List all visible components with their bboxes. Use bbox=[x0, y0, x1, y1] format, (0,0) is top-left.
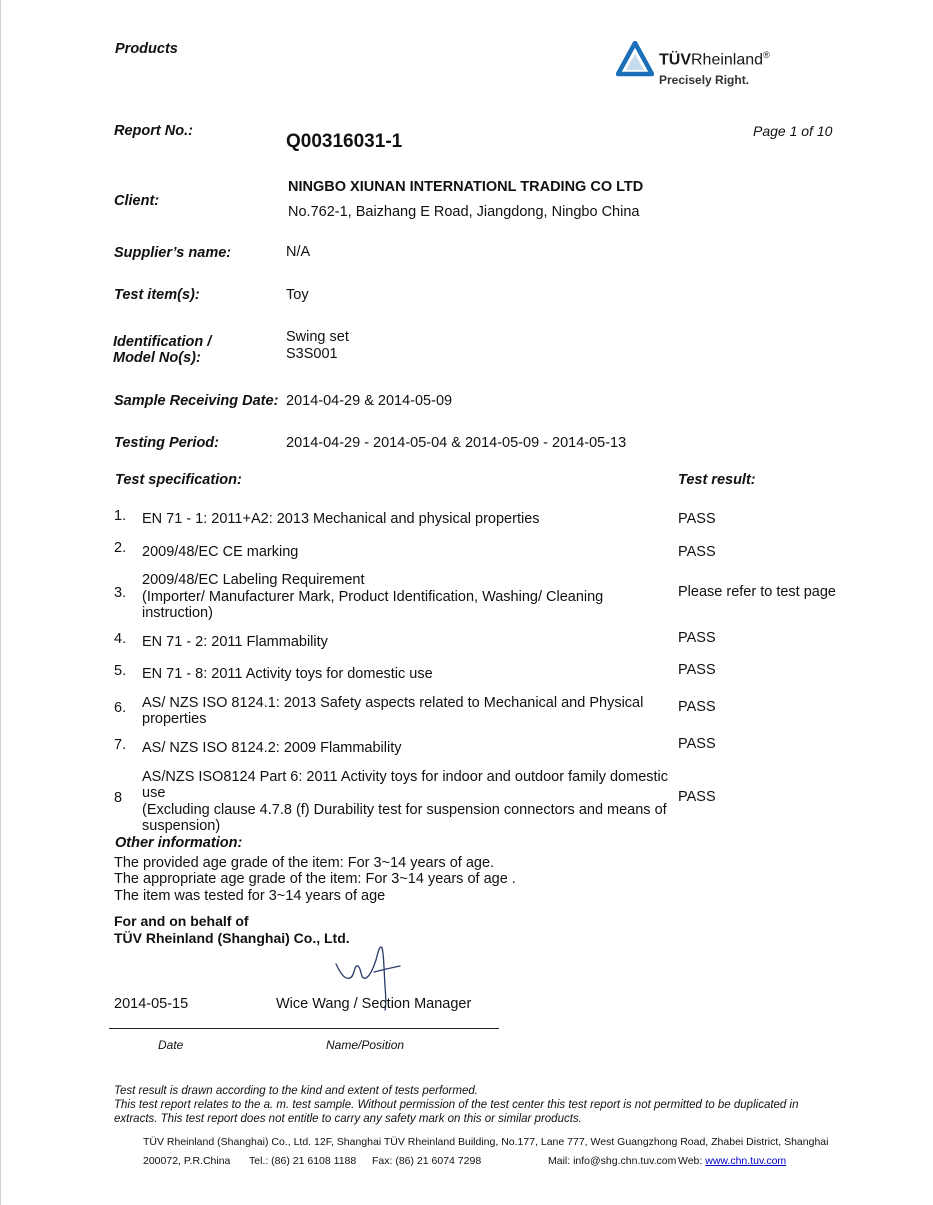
supplier-value: N/A bbox=[286, 244, 311, 260]
other-info-line: The appropriate age grade of the item: For 3~14 years of age . bbox=[114, 871, 516, 887]
spec-row-result: PASS bbox=[678, 544, 716, 560]
spec-row-num: 8 bbox=[114, 790, 123, 806]
brand-name-rest: Rheinland bbox=[691, 51, 764, 69]
spec-row-text: AS/ NZS ISO 8124.2: 2009 Flammability bbox=[142, 740, 402, 756]
identification-label-2: Model No(s): bbox=[113, 350, 201, 366]
disclaimer-line: This test report relates to the a. m. test sample. Without permission of the test center this test report is not permitted to be duplicated in bbox=[114, 1099, 799, 1111]
result-header: Test result: bbox=[678, 472, 756, 488]
spec-row-num: 3. bbox=[114, 585, 127, 601]
date-caption: Date bbox=[158, 1038, 184, 1052]
spec-row-text: use bbox=[142, 785, 166, 801]
signature-date: 2014-05-15 bbox=[114, 996, 189, 1012]
spec-row-text: AS/ NZS ISO 8124.1: 2013 Safety aspects related to Mechanical and Physical bbox=[142, 695, 644, 711]
spec-header: Test specification: bbox=[115, 472, 242, 488]
client-label: Client: bbox=[114, 193, 160, 209]
footer-address: TÜV Rheinland (Shanghai) Co., Ltd. 12F, Shanghai TÜV Rheinland Building, No.177, Lane 777, West Guangzhong Road, Zhabei District, Shanghai bbox=[143, 1136, 829, 1148]
spec-row-result: PASS bbox=[678, 699, 716, 715]
footer-tel: Tel.: (86) 21 6108 1188 bbox=[249, 1155, 357, 1167]
spec-row-text: 2009/48/EC CE marking bbox=[142, 544, 299, 560]
footer-web bbox=[678, 1155, 786, 1167]
footer-web-label: Web: bbox=[678, 1155, 703, 1167]
page-edge bbox=[0, 0, 1, 1205]
spec-row-num: 2. bbox=[114, 540, 127, 556]
spec-row-text: EN 71 - 8: 2011 Activity toys for domestic use bbox=[142, 666, 433, 682]
spec-row-result: PASS bbox=[678, 630, 716, 646]
spec-row-result: Please refer to test page bbox=[678, 584, 836, 600]
client-address: No.762-1, Baizhang E Road, Jiangdong, Ningbo China bbox=[288, 204, 640, 220]
spec-row-result: PASS bbox=[678, 511, 716, 527]
behalf-line-1: For and on behalf of bbox=[114, 913, 249, 929]
name-caption: Name/Position bbox=[326, 1038, 405, 1052]
footer-web-link[interactable]: www.chn.tuv.com bbox=[705, 1155, 787, 1167]
spec-row-num: 4. bbox=[114, 631, 127, 647]
test-items-label: Test item(s): bbox=[114, 287, 200, 303]
spec-row-text: EN 71 - 2: 2011 Flammability bbox=[142, 634, 328, 650]
spec-row-text: AS/NZS ISO8124 Part 6: 2011 Activity toys for indoor and outdoor family domestic bbox=[142, 769, 669, 785]
behalf-line-2: TÜV Rheinland (Shanghai) Co., Ltd. bbox=[114, 930, 350, 946]
spec-row-text: (Excluding clause 4.7.8 (f) Durability test for suspension connectors and means of bbox=[142, 802, 667, 818]
test-items-value: Toy bbox=[286, 287, 309, 303]
report-no-label: Report No.: bbox=[114, 123, 193, 139]
disclaimer-line: extracts. This test report does not entitle to carry any safety mark on this or similar products. bbox=[114, 1113, 582, 1125]
spec-row-text: suspension) bbox=[142, 818, 221, 834]
sample-receiving-label: Sample Receiving Date: bbox=[114, 393, 279, 409]
spec-row-text: 2009/48/EC Labeling Requirement bbox=[142, 572, 365, 588]
identification-value-2: S3S001 bbox=[286, 346, 338, 362]
section-label: Products bbox=[115, 41, 178, 57]
spec-row-text: (Importer/ Manufacturer Mark, Product Identification, Washing/ Cleaning bbox=[142, 589, 604, 605]
spec-row-num: 7. bbox=[114, 737, 127, 753]
spec-row-result: PASS bbox=[678, 789, 716, 805]
footer-fax: Fax: (86) 21 6074 7298 bbox=[372, 1155, 482, 1167]
spec-row-text: instruction) bbox=[142, 605, 213, 621]
footer-postcode: 200072, P.R.China bbox=[143, 1155, 231, 1167]
spec-row-result: PASS bbox=[678, 662, 716, 678]
footer-mail: Mail: info@shg.chn.tuv.com bbox=[548, 1155, 677, 1167]
report-no: Q00316031-1 bbox=[286, 131, 403, 152]
client-name: NINGBO XIUNAN INTERNATIONL TRADING CO LTD bbox=[288, 179, 644, 195]
signature-rule bbox=[109, 1028, 499, 1029]
triangle-logo-icon bbox=[616, 41, 654, 77]
spec-row-text: properties bbox=[142, 711, 207, 727]
spec-row-text: EN 71 - 1: 2011+A2: 2013 Mechanical and physical properties bbox=[142, 511, 540, 527]
signature-name-position: Wice Wang / Section Manager bbox=[276, 996, 472, 1012]
spec-row-num: 1. bbox=[114, 508, 127, 524]
spec-row-num: 6. bbox=[114, 700, 127, 716]
supplier-label: Supplier’s name: bbox=[114, 245, 232, 261]
spec-row-num: 5. bbox=[114, 663, 127, 679]
other-info-line: The provided age grade of the item: For 3~14 years of age. bbox=[114, 855, 495, 871]
brand-tagline: Precisely Right. bbox=[659, 73, 750, 87]
page-indicator: Page 1 of 10 bbox=[753, 123, 833, 139]
identification-label-1: Identification / bbox=[113, 334, 212, 350]
brand-registered: ® bbox=[763, 50, 770, 60]
testing-period-value: 2014-04-29 - 2014-05-04 & 2014-05-09 - 2014-05-13 bbox=[286, 435, 627, 451]
brand-name-bold: TÜV bbox=[659, 51, 691, 69]
other-info-label: Other information: bbox=[115, 835, 243, 851]
disclaimer-line: Test result is drawn according to the kind and extent of tests performed. bbox=[114, 1085, 478, 1097]
spec-row-result: PASS bbox=[678, 736, 716, 752]
other-info-line: The item was tested for 3~14 years of age bbox=[114, 888, 386, 904]
testing-period-label: Testing Period: bbox=[114, 435, 219, 451]
identification-value-1: Swing set bbox=[286, 329, 349, 345]
sample-receiving-value: 2014-04-29 & 2014-05-09 bbox=[286, 393, 453, 409]
